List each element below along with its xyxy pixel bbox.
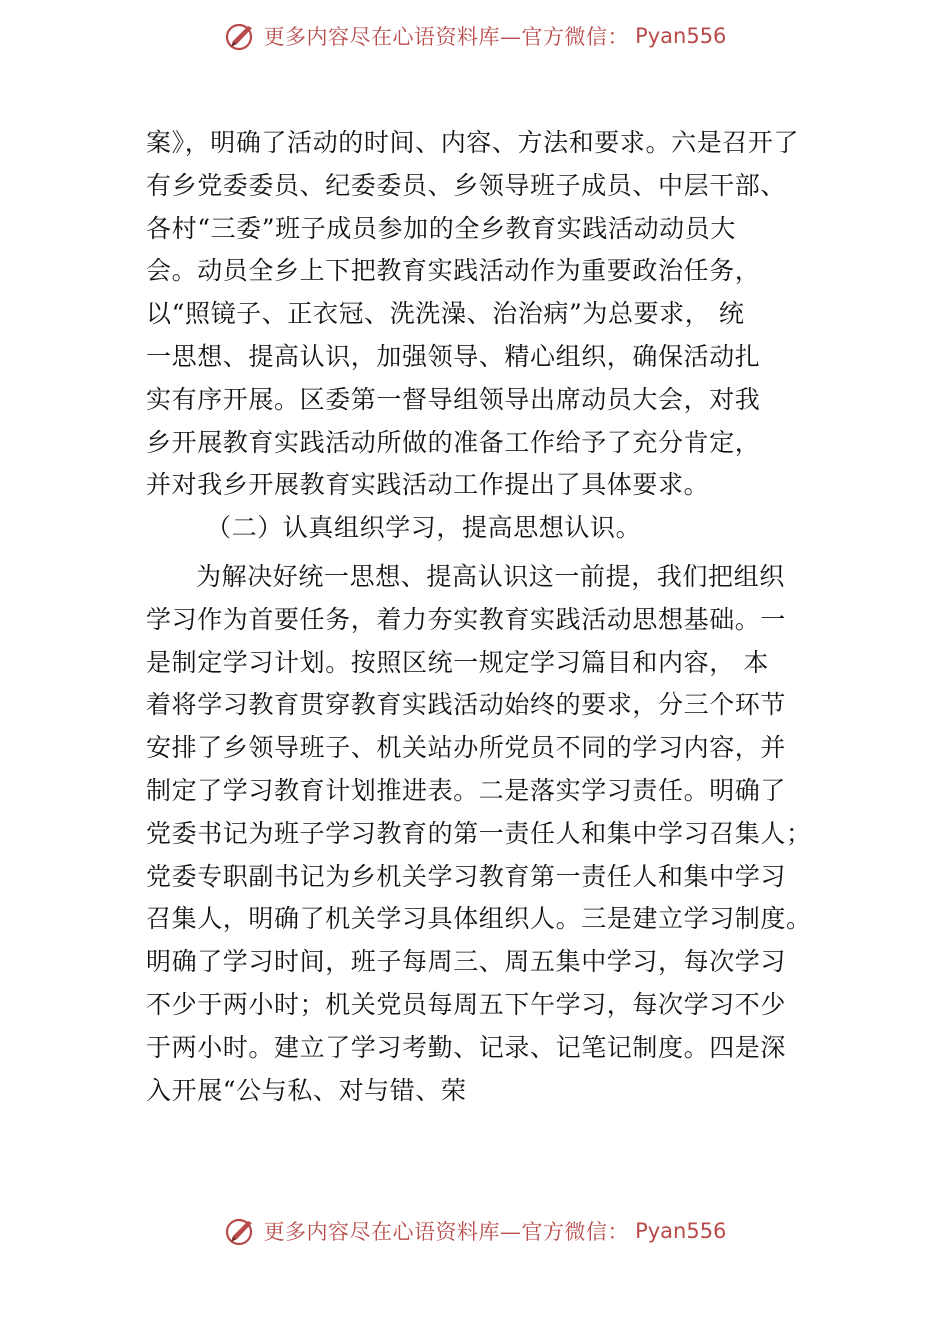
text-line: 为解决好统一思想、提高认识这一前提，我们把组织 bbox=[196, 561, 785, 591]
pen-logo-icon bbox=[224, 19, 258, 53]
text-line: 于两小时。建立了学习考勤、记录、记笔记制度。四是深 bbox=[146, 1032, 787, 1062]
text-line: 学习作为首要任务，着力夯实教育实践活动思想基础。一 bbox=[146, 604, 787, 634]
text-line: 党委书记为班子学习教育的第一责任人和集中学习召集人； bbox=[146, 818, 812, 848]
text-line: 案》，明确了活动的时间、内容、方法和要求。六是召开了 bbox=[146, 128, 800, 157]
text-line: 入开展“公与私、对与错、荣 bbox=[146, 1075, 467, 1105]
footer-brand-text: 更多内容尽在心语资料库—官方微信： bbox=[263, 1220, 630, 1244]
header-banner bbox=[0, 16, 950, 56]
footer-wechat-id: Pyan556 bbox=[635, 1219, 727, 1243]
section-heading: （二）认真组织学习，提高思想认识。 bbox=[206, 513, 642, 543]
text-line: 有乡党委委员、纪委委员、乡领导班子成员、中层干部、 bbox=[146, 170, 787, 200]
text-line: 一思想、提高认识，加强领导、精心组织，确保活动扎 bbox=[146, 341, 761, 371]
document-body bbox=[146, 122, 846, 1112]
text-line: 会。动员全乡上下把教育实践活动作为重要政治任务， bbox=[146, 256, 761, 286]
text-line: 以“照镜子、正衣冠、洗洗澡、治治病”为总要求， 统 bbox=[146, 299, 745, 329]
footer-banner bbox=[0, 1211, 950, 1251]
text-line: 明确了学习时间，班子每周三、周五集中学习，每次学习 bbox=[146, 947, 787, 977]
text-line: 党委专职副书记为乡机关学习教育第一责任人和集中学习 bbox=[146, 861, 787, 891]
text-line: 召集人，明确了机关学习具体组织人。三是建立学习制度。 bbox=[146, 904, 812, 934]
text-line: 制定了学习教育计划推进表。二是落实学习责任。明确了 bbox=[146, 775, 787, 805]
header-wechat-id: Pyan556 bbox=[635, 24, 727, 48]
text-line: 是制定学习计划。按照区统一规定学习篇目和内容， 本 bbox=[146, 647, 769, 677]
text-line: 安排了乡领导班子、机关站办所党员不同的学习内容，并 bbox=[146, 733, 787, 763]
text-line: 实有序开展。区委第一督导组领导出席动员大会，对我 bbox=[146, 384, 761, 414]
header-brand-text: 更多内容尽在心语资料库—官方微信： bbox=[263, 25, 630, 49]
text-line: 并对我乡开展教育实践活动工作提出了具体要求。 bbox=[146, 470, 710, 500]
text-line: 乡开展教育实践活动所做的准备工作给予了充分肯定， bbox=[146, 427, 761, 457]
text-line: 不少于两小时；机关党员每周五下午学习，每次学习不少 bbox=[146, 989, 787, 1019]
pen-logo-icon bbox=[224, 1214, 258, 1248]
text-line: 各村“三委”班子成员参加的全乡教育实践活动动员大 bbox=[146, 213, 736, 243]
text-line: 着将学习教育贯穿教育实践活动始终的要求，分三个环节 bbox=[146, 690, 787, 720]
